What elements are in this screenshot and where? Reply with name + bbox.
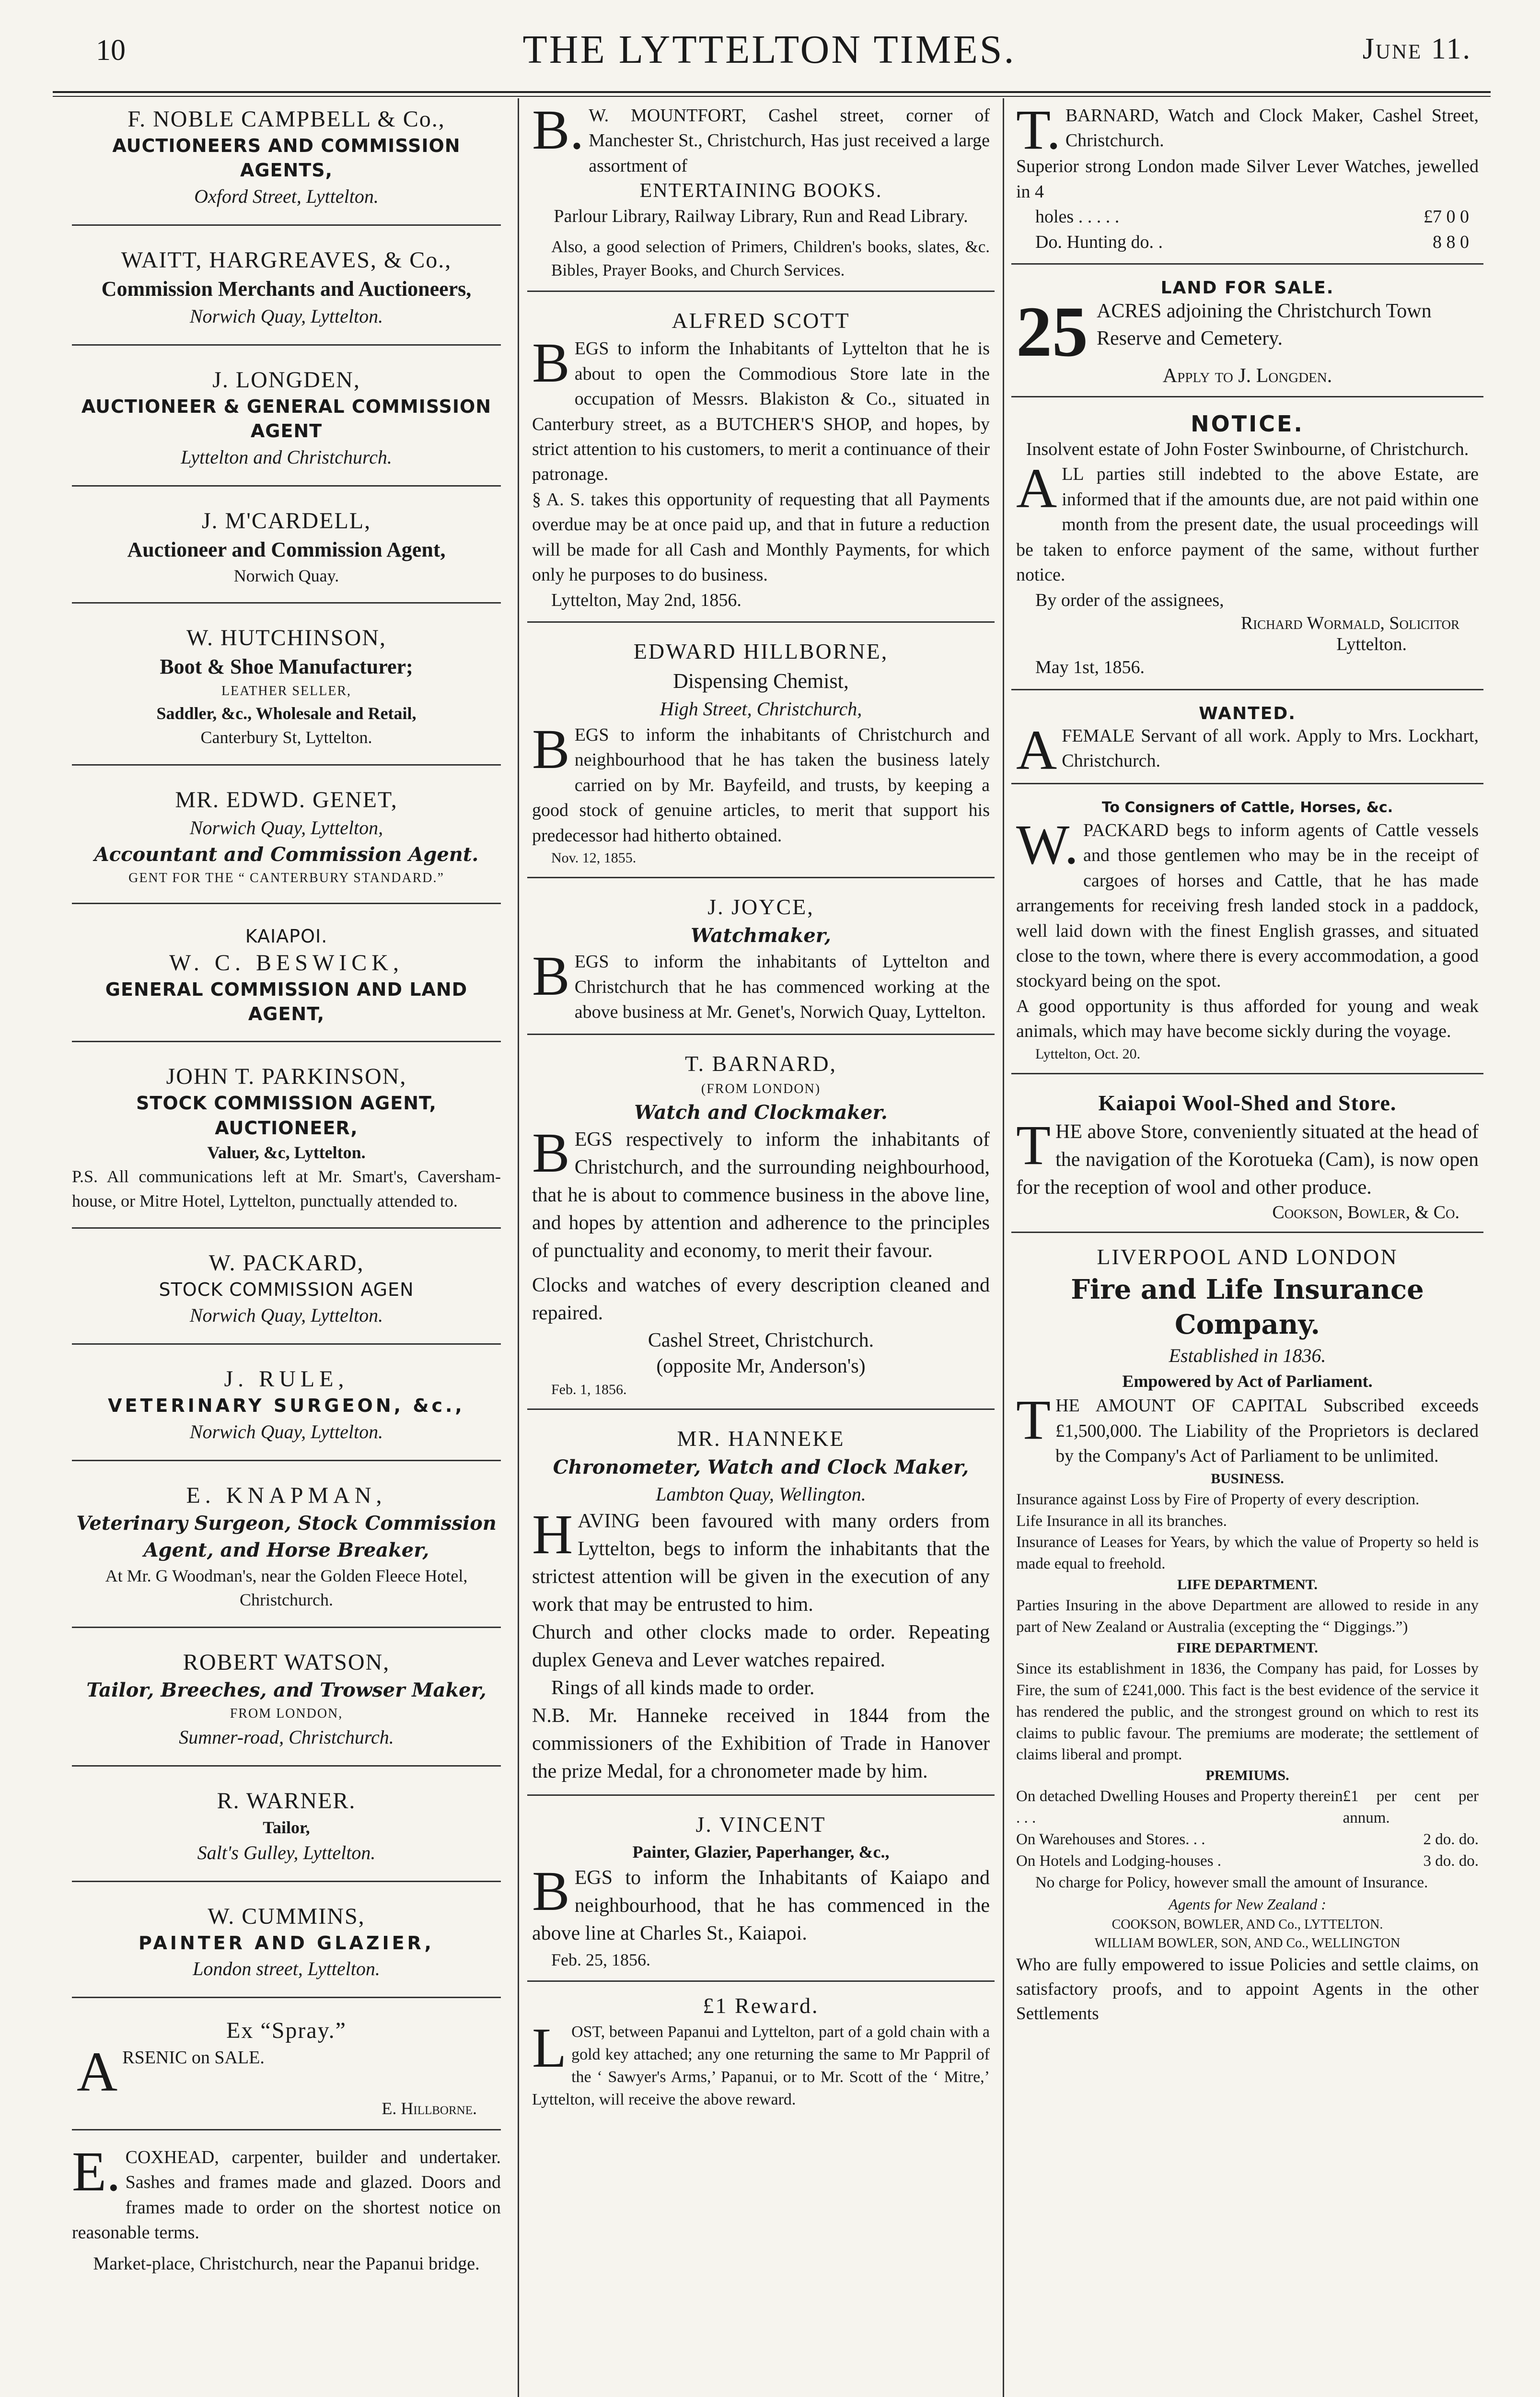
price-label: holes . . . . . [1035, 207, 1120, 227]
ad-title: Ex “Spray.” [226, 2018, 347, 2044]
ad-body: OST, between Papanui and Lyttelton, part of a gold chain with a gold key attached; any one returning the same to Mr Pappril of the ‘ Sawyer's Arms,’ Papanui, or to Mr. Scott of the ‘ Mitre,’ Lyttelton, will receive the above reward. [532, 2023, 990, 2109]
section-text: Since its establishment in 1836, the Company has paid, for Losses by Fire, the sum of £241,000. This fact is the best evidence of the service it has rendered the public, and the strongest ground on which to rest its claims to public favour. The premiums are moderate; the settlement of claims liberal and prompt. [1016, 1660, 1479, 1764]
ad-coxhead [72, 2140, 501, 2276]
firm-place: KAIAPOI. [245, 925, 328, 947]
ad-body: EGS to inform the Inhabitants of Kaiapo and neighbourhood, that he has commenced in the above line at Charles St., Kaiapoi. [532, 1866, 990, 1944]
ad-address: Cashel Street, Christchurch. [648, 1329, 874, 1351]
firm-name: ROBERT WATSON, [183, 1649, 390, 1675]
ad-warner [72, 1780, 501, 1882]
ad-contact: Apply to J. Longden. [1162, 365, 1332, 387]
ad-body: COXHEAD, carpenter, builder and undertaker. Sashes and frames made and glazed. Doors and frames made to order on the shortest notice on reasonable terms. [72, 2147, 501, 2243]
premium-rate: £1 per cent per annum. [1343, 1788, 1479, 1827]
company-name: Fire and Life Insurance Company. [1071, 1274, 1424, 1341]
ad-waitt [72, 239, 501, 346]
firm-address: Norwich Quay, Lyttelton. [189, 1304, 383, 1326]
ad-body: W. MOUNTFORT, Cashel street, corner of Manchester St., Christchurch, Has just received a large assortment of [589, 105, 990, 176]
firm-name: MR. EDWD. GENET, [175, 787, 398, 813]
ad-body: AVING been favoured with many orders from Lyttelton, begs to inform the inhabitants that the strictest attention will be given in the execution of any work that may be entrusted to him. [532, 1510, 990, 1616]
firm-role: GENERAL COMMISSION AND LAND AGENT, [105, 978, 468, 1025]
firm-name: JOHN T. PARKINSON, [166, 1064, 407, 1090]
ad-date: Feb. 25, 1856. [551, 1950, 650, 1969]
ad-para: Rings of all kinds made to order. [551, 1677, 815, 1699]
agent-line: WILLIAM BOWLER, SON, AND Co., WELLINGTON [1094, 1935, 1401, 1951]
ad-body: BARNARD, Watch and Clock Maker, Cashel Street, Christchurch. [1065, 105, 1479, 151]
ad-note: § A. S. takes this opportunity of requesting that all Payments overdue may be at once paid up, and that in future a reduction will be made for all Cash and Monthly Payments, for which only he purposes to do business. [532, 489, 990, 585]
firm-role: VETERINARY SURGEON, &c., [108, 1395, 465, 1417]
firm-name: F. NOBLE CAMPBELL & Co., [127, 106, 445, 132]
firm-name: J. LONGDEN, [212, 367, 360, 393]
drop-cap: T [1016, 1114, 1051, 1177]
drop-cap: B [532, 1121, 570, 1185]
ad-barnard [527, 1044, 995, 1410]
ad-hanneke [527, 1419, 995, 1796]
ad-signature: Richard Wormald, Solicitor [1240, 613, 1459, 634]
drop-cap: T. [1016, 98, 1061, 161]
ad-body: EGS to inform the Inhabitants of Lyttelton that he is about to open the Commodious Store late in the occupation of Messrs. Blakiston & Co., situated in Canterbury street, as a BUTCHER'S SHOP, and hopes, by strict attention to his customers, to merit a continuance of their patronage. [532, 338, 990, 485]
ad-body: RSENIC on SALE. [122, 2048, 265, 2068]
drop-cap: B [532, 331, 570, 395]
ad-title: LIVERPOOL AND LONDON [1097, 1245, 1398, 1269]
firm-role: STOCK COMMISSION AGENT, AUCTIONEER, [136, 1093, 437, 1139]
firm-address: London street, Lyttelton. [193, 1958, 380, 1980]
company-established: Established in 1836. [1169, 1345, 1326, 1367]
company-act: Empowered by Act of Parliament. [1122, 1372, 1373, 1391]
ad-body: EGS to inform the inhabitants of Christchurch and neighbourhood that he has taken the business lately carried on by Mr. Bayfeild, and trusts, by keeping a good stock of genuine articles, to merit that support his predecessor had hitherto obtained. [532, 724, 990, 846]
price-row [1016, 204, 1479, 229]
ad-hutchinson [72, 617, 501, 765]
ad-signature: E. Hillborne. [382, 2098, 477, 2118]
ad-signature-place: Lyttelton. [1336, 634, 1407, 655]
big-number: 25 [1016, 292, 1088, 372]
ad-line: Clocks and watches of every description cleaned and repaired. [532, 1274, 990, 1324]
firm-sub: LEATHER SELLER, [221, 683, 352, 698]
ad-para: A good opportunity is thus afforded for young and weak animals, which may have become sickly during the voyage. [1016, 996, 1479, 1042]
ad-title: J. JOYCE, [707, 895, 814, 919]
drop-cap: B. [532, 98, 584, 161]
ad-mountfort [527, 98, 995, 292]
ad-para: N.B. Mr. Hanneke received in 1844 from the commissioners of the Exhibition of Trade in Hanover the prize Medal, for a chronometer made by him. [532, 1705, 990, 1782]
premium-rate: 2 do. do. [1423, 1831, 1479, 1849]
firm-address: Canterbury St, Lyttelton. [200, 728, 372, 747]
column-divider-1 [518, 98, 519, 2397]
firm-role: STOCK COMMISSION AGEN [159, 1279, 414, 1301]
ad-scott [527, 301, 995, 623]
firm-name: E. KNAPMAN, [186, 1482, 387, 1508]
ad-cummins [72, 1896, 501, 1998]
premium-label: On Warehouses and Stores. . . [1016, 1831, 1205, 1849]
ad-parkinson [72, 1056, 501, 1229]
ad-packard [72, 1242, 501, 1345]
ad-date: Nov. 12, 1855. [551, 850, 637, 866]
firm-role: Veterinary Surgeon, Stock Commission Agent, and Horse Breaker, [76, 1512, 497, 1561]
ad-signature: Cookson, Bowler, & Co. [1272, 1202, 1459, 1223]
firm-address: At Mr. G Woodman's, near the Golden Fleece Hotel, Christchurch. [105, 1566, 468, 1610]
drop-cap: B [532, 717, 570, 780]
ad-notice [1011, 406, 1483, 690]
ad-body: FEMALE Servant of all work. Apply to Mrs. Lockhart, Christchurch. [1062, 725, 1479, 771]
ad-mcardell [72, 500, 501, 604]
ad-vincent [527, 1804, 995, 1982]
agent-line: COOKSON, BOWLER, AND Co., LYTTELTON. [1112, 1917, 1383, 1932]
business-item: Insurance against Loss by Fire of Property of every description. [1016, 1490, 1420, 1508]
ad-wanted [1011, 699, 1483, 784]
price-label: Do. Hunting do. . [1035, 232, 1163, 252]
ad-line: Parlour Library, Railway Library, Run and Read Library. [554, 206, 968, 226]
firm-address: Norwich Quay, Lyttelton, [189, 816, 383, 838]
firm-name: W. PACKARD, [208, 1250, 364, 1276]
premium-row [1016, 1829, 1479, 1850]
ad-body: EGS to inform the inhabitants of Lyttelton and Christchurch that he has commenced working at the above business at Mr. Genet's, Norwich Quay, Lyttelton. [574, 952, 990, 1023]
drop-cap: A [1016, 457, 1057, 520]
ad-spray [72, 2012, 501, 2130]
price-value: 8 8 0 [1433, 232, 1469, 252]
ad-tbarnard [1011, 98, 1483, 265]
ad-title: £1 Reward. [703, 1993, 819, 2018]
ad-insurance [1011, 1242, 1483, 2026]
firm-role: Tailor, Breeches, and Trowser Maker, [86, 1678, 486, 1701]
section-heading: LIFE DEPARTMENT. [1177, 1577, 1318, 1593]
firm-role: Boot & Shoe Manufacturer; [160, 655, 413, 679]
ad-role: Painter, Glazier, Paperhanger, &c., [632, 1842, 890, 1862]
ad-longden [72, 359, 501, 487]
page-number: 10 [96, 34, 126, 67]
premium-row [1016, 1786, 1479, 1829]
ad-heading: Kaiapoi Wool-Shed and Store. [1098, 1090, 1397, 1115]
ad-body: HE AMOUNT OF CAPITAL Subscribed exceeds £1,500,000. The Liability of the Proprietors is declared by the Company's Act of Parliament to be unlimited. [1055, 1396, 1479, 1466]
ad-beswick [72, 918, 501, 1043]
ad-date: May 1st, 1856. [1035, 657, 1145, 678]
price-value: £7 0 0 [1424, 207, 1469, 227]
premium-rate: 3 do. do. [1423, 1852, 1479, 1870]
business-item: Insurance of Leases for Years, by which the value of Property so held is made equal to freehold. [1016, 1534, 1479, 1573]
section-heading: BUSINESS. [1211, 1470, 1284, 1487]
ad-address: High Street, Christchurch, [660, 698, 862, 720]
ad-heading: NOTICE. [1191, 411, 1304, 437]
firm-name: WAITT, HARGREAVES, & Co., [121, 247, 452, 273]
firm-line: Valuer, &c, Lyttelton. [207, 1143, 366, 1163]
firm-name: J. M'CARDELL, [201, 508, 371, 534]
column-3 [1011, 98, 1483, 2397]
drop-cap: E. [72, 2140, 121, 2203]
firm-name: J. RULE, [224, 1366, 349, 1392]
newspaper-title: THE LYTTELTON TIMES. [522, 27, 1016, 72]
section-heading: PREMIUMS. [1205, 1768, 1289, 1784]
ad-body: HE above Store, conveniently situated at the head of the navigation of the Korotueka (Cam), is now open for the reception of wool and other produce. [1016, 1121, 1479, 1199]
ad-reward [527, 1990, 995, 2111]
ad-address: Lambton Quay, Wellington. [656, 1483, 866, 1505]
premium-label: On Hotels and Lodging-houses . [1016, 1852, 1222, 1870]
ad-consignors [1011, 793, 1483, 1074]
drop-cap: B [532, 1859, 570, 1922]
ad-date: Lyttelton, May 2nd, 1856. [551, 590, 741, 610]
firm-postscript: P.S. All communications left at Mr. Smart's, Caversham-house, or Mitre Hotel, Lyttelton, punctually attended to. [72, 1167, 501, 1210]
firm-name: W. C. BESWICK, [169, 950, 404, 976]
column-2 [527, 98, 995, 2397]
firm-address: Norwich Quay, Lyttelton. [189, 305, 383, 327]
firm-address: Norwich Quay, Lyttelton. [189, 1420, 383, 1443]
ad-land-for-sale [1011, 273, 1483, 397]
section-heading: FIRE DEPARTMENT. [1177, 1640, 1318, 1656]
ad-date: Feb. 1, 1856. [551, 1381, 627, 1397]
ad-role: Dispensing Chemist, [673, 669, 849, 693]
ad-title: MR. HANNEKE [677, 1426, 845, 1451]
ad-title: ALFRED SCOTT [672, 308, 850, 333]
ad-title: J. VINCENT [695, 1812, 826, 1837]
firm-role: AUCTIONEERS AND COMMISSION AGENTS, [112, 135, 461, 181]
ad-rule [72, 1358, 501, 1461]
ad-title: T. BARNARD, [684, 1051, 837, 1076]
firm-line: GENT FOR THE “ CANTERBURY STANDARD.” [128, 870, 444, 885]
premium-label: On detached Dwelling Houses and Property therein . . . [1016, 1788, 1343, 1827]
ad-heading: WANTED. [1199, 703, 1296, 723]
firm-address: Lyttelton and Christchurch. [181, 446, 392, 468]
ad-campbell [72, 98, 501, 226]
premium-row [1016, 1850, 1479, 1872]
firm-role: PAINTER AND GLAZIER, [139, 1932, 434, 1954]
masthead [58, 26, 1481, 89]
ad-joyce [527, 887, 995, 1035]
ad-intro: Superior strong London made Silver Lever Watches, jewelled in 4 [1016, 156, 1479, 202]
premium-note: No charge for Policy, however small the amount of Insurance. [1035, 1873, 1428, 1891]
ad-woolshed [1011, 1083, 1483, 1233]
drop-cap: W. [1016, 813, 1079, 876]
agents-heading: Agents for New Zealand : [1169, 1895, 1326, 1913]
firm-name: W. CUMMINS, [208, 1903, 365, 1929]
firm-name: W. HUTCHINSON, [186, 625, 386, 651]
ad-sub: (FROM LONDON) [701, 1082, 821, 1097]
ad-extra: Also, a good selection of Primers, Children's books, slates, &c. Bibles, Prayer Books, and Church Services. [551, 237, 990, 279]
firm-address: Sumner-road, Christchurch. [179, 1726, 394, 1748]
firm-role: Auctioneer and Commission Agent, [127, 537, 446, 561]
drop-cap: H [532, 1503, 573, 1566]
closing-text: Who are fully empowered to issue Policies and settle claims, on satisfactory proofs, and to appoint Agents in the other Settlements [1016, 1955, 1479, 2024]
ad-body: EGS respectively to inform the inhabitants of Christchurch, and the surrounding neighbourhood, that he is about to commence business in the above line, and hopes by attention and adherence to the principles of punctuality and economy, to merit their favour. [532, 1129, 990, 1262]
issue-date: June 11. [1362, 33, 1471, 65]
drop-cap: B [532, 944, 570, 1008]
ad-hillborne [527, 631, 995, 878]
firm-role: Commission Merchants and Auctioneers, [101, 277, 472, 301]
ad-heading: LAND FOR SALE. [1160, 278, 1334, 298]
ad-body: PACKARD begs to inform agents of Cattle vessels and those gentlemen who may be in the receipt of cargoes of horses and Cattle, that he has made arrangements for receiving fresh landed stock in a paddock, well laid down with the finest English grasses, and situated close to the town, where there is every accommodation, a good stockyard being on the spot. [1016, 820, 1479, 991]
header-rule [53, 91, 1491, 93]
firm-role: Tailor, [263, 1817, 310, 1837]
ad-role: Chronometer, Watch and Clock Maker, [553, 1456, 969, 1479]
ad-knapman [72, 1475, 501, 1628]
ad-para: Church and other clocks made to order. Repeating duplex Geneva and Lever watches repaired. [532, 1621, 990, 1672]
column-1 [62, 98, 510, 2397]
firm-address: Salt's Gulley, Lyttelton. [197, 1841, 376, 1863]
ad-heading: ENTERTAINING BOOKS. [639, 180, 882, 202]
firm-line: Saddler, &c., Wholesale and Retail, [156, 703, 417, 723]
ad-address: Market-place, Christchurch, near the Papanui bridge. [93, 2253, 480, 2274]
firm-role: AUCTIONEER & GENERAL COMMISSION AGENT [81, 396, 492, 442]
firm-role: Accountant and Commission Agent. [94, 843, 479, 866]
business-item: Life Insurance in all its branches. [1016, 1512, 1227, 1530]
ad-date: Lyttelton, Oct. 20. [1035, 1046, 1141, 1062]
ad-role: Watchmaker, [691, 924, 831, 947]
ad-subject: Insolvent estate of John Foster Swinbourne, of Christchurch. [1026, 439, 1469, 460]
drop-cap: T [1016, 1388, 1051, 1452]
ad-watson [72, 1641, 501, 1767]
firm-address: Norwich Quay. [233, 566, 339, 585]
ad-role: Watch and Clockmaker. [634, 1101, 888, 1124]
section-text: Parties Insuring in the above Department are allowed to reside in any part of New Zealand or Australia (excepting the “ Diggings.”) [1016, 1597, 1479, 1636]
ad-heading: To Consigners of Cattle, Horses, &c. [1101, 799, 1393, 816]
header-rule-thin [53, 96, 1491, 97]
ad-title: EDWARD HILLBORNE, [633, 639, 889, 664]
drop-cap: L [532, 2016, 567, 2080]
firm-name: R. WARNER. [217, 1788, 356, 1814]
price-row [1016, 230, 1479, 255]
ad-address-note: (opposite Mr, Anderson's) [656, 1355, 866, 1378]
column-divider-2 [1003, 98, 1004, 2397]
ad-body: ACRES adjoining the Christchurch Town Reserve and Cemetery. [1097, 300, 1432, 349]
drop-cap: A [1016, 718, 1057, 781]
ad-genet [72, 779, 501, 904]
firm-address: Oxford Street, Lyttelton. [194, 185, 379, 207]
firm-sub: FROM LONDON, [230, 1706, 343, 1721]
ad-order: By order of the assignees, [1035, 590, 1224, 610]
ad-body: LL parties still indebted to the above Estate, are informed that if the amounts due, are not paid within one month from the present date, the usual proceedings will be taken to enforce payment of the same, without further notice. [1016, 464, 1479, 585]
drop-cap: A [77, 2040, 118, 2104]
